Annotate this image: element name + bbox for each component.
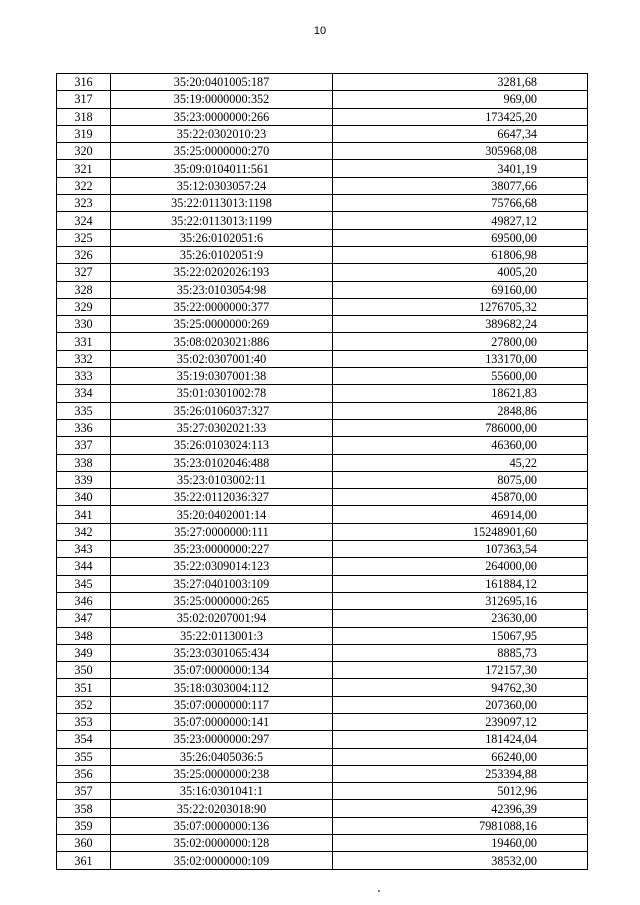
table-row — [57, 160, 588, 177]
row-number-cell: 348 — [57, 627, 111, 644]
value-cell: 107363,54 — [333, 541, 588, 558]
cadastral-number-cell: 35:02:0000000:128 — [111, 835, 333, 852]
table-row — [57, 316, 588, 333]
table-row — [57, 523, 588, 540]
row-number-cell: 326 — [57, 246, 111, 263]
cadastral-number-cell: 35:22:0112036:327 — [111, 489, 333, 506]
cadastral-number-cell: 35:22:0309014:123 — [111, 558, 333, 575]
cadastral-number-cell: 35:18:0303004:112 — [111, 679, 333, 696]
value-cell: 69160,00 — [333, 281, 588, 298]
value-cell: 207360,00 — [333, 696, 588, 713]
table-row — [57, 368, 588, 385]
table-row — [57, 108, 588, 125]
cadastral-value-table — [56, 73, 588, 870]
table-body — [57, 74, 588, 870]
table-row — [57, 298, 588, 315]
table-row — [57, 91, 588, 108]
table-row — [57, 212, 588, 229]
row-number-cell: 349 — [57, 644, 111, 661]
cadastral-number-cell: 35:20:0401005:187 — [111, 74, 333, 91]
cadastral-number-cell: 35:22:0202026:193 — [111, 264, 333, 281]
value-cell: 42396,39 — [333, 800, 588, 817]
cadastral-number-cell: 35:27:0302021:33 — [111, 419, 333, 436]
row-number-cell: 355 — [57, 748, 111, 765]
row-number-cell: 357 — [57, 783, 111, 800]
row-number-cell: 318 — [57, 108, 111, 125]
row-number-cell: 330 — [57, 316, 111, 333]
value-cell: 18621,83 — [333, 385, 588, 402]
cadastral-number-cell: 35:23:0103002:11 — [111, 471, 333, 488]
table-row — [57, 264, 588, 281]
value-cell: 4005,20 — [333, 264, 588, 281]
cadastral-number-cell: 35:19:0307001:38 — [111, 368, 333, 385]
cadastral-number-cell: 35:26:0102051:9 — [111, 246, 333, 263]
table-row — [57, 679, 588, 696]
row-number-cell: 319 — [57, 125, 111, 142]
table-row — [57, 281, 588, 298]
table-row — [57, 610, 588, 627]
value-cell: 2848,86 — [333, 402, 588, 419]
value-cell: 7981088,16 — [333, 817, 588, 834]
table-row — [57, 454, 588, 471]
row-number-cell: 339 — [57, 471, 111, 488]
cadastral-number-cell: 35:02:0307001:40 — [111, 350, 333, 367]
cadastral-number-cell: 35:09:0104011:561 — [111, 160, 333, 177]
row-number-cell: 360 — [57, 835, 111, 852]
value-cell: 75766,68 — [333, 195, 588, 212]
row-number-cell: 345 — [57, 575, 111, 592]
cadastral-number-cell: 35:08:0203021:886 — [111, 333, 333, 350]
table-row — [57, 852, 588, 869]
row-number-cell: 354 — [57, 731, 111, 748]
row-number-cell: 352 — [57, 696, 111, 713]
cadastral-number-cell: 35:25:0000000:269 — [111, 316, 333, 333]
row-number-cell: 350 — [57, 662, 111, 679]
row-number-cell: 343 — [57, 541, 111, 558]
cadastral-number-cell: 35:23:0000000:227 — [111, 541, 333, 558]
value-cell: 23630,00 — [333, 610, 588, 627]
value-cell: 264000,00 — [333, 558, 588, 575]
value-cell: 173425,20 — [333, 108, 588, 125]
table-row — [57, 125, 588, 142]
row-number-cell: 351 — [57, 679, 111, 696]
table-row — [57, 333, 588, 350]
value-cell: 69500,00 — [333, 229, 588, 246]
value-cell: 15248901,60 — [333, 523, 588, 540]
cadastral-number-cell: 35:25:0000000:238 — [111, 765, 333, 782]
row-number-cell: 321 — [57, 160, 111, 177]
table-row — [57, 489, 588, 506]
row-number-cell: 340 — [57, 489, 111, 506]
table-row — [57, 143, 588, 160]
value-cell: 6647,34 — [333, 125, 588, 142]
cadastral-number-cell: 35:25:0000000:265 — [111, 592, 333, 609]
row-number-cell: 336 — [57, 419, 111, 436]
value-cell: 46360,00 — [333, 437, 588, 454]
value-cell: 5012,96 — [333, 783, 588, 800]
cadastral-number-cell: 35:23:0000000:297 — [111, 731, 333, 748]
cadastral-number-cell: 35:26:0106037:327 — [111, 402, 333, 419]
value-cell: 19460,00 — [333, 835, 588, 852]
cadastral-number-cell: 35:22:0203018:90 — [111, 800, 333, 817]
value-cell: 38077,66 — [333, 177, 588, 194]
cadastral-number-cell: 35:22:0302010:23 — [111, 125, 333, 142]
table-row — [57, 229, 588, 246]
cadastral-number-cell: 35:22:0113013:1199 — [111, 212, 333, 229]
table-row — [57, 385, 588, 402]
cadastral-number-cell: 35:27:0000000:111 — [111, 523, 333, 540]
row-number-cell: 341 — [57, 506, 111, 523]
cadastral-number-cell: 35:12:0303057:24 — [111, 177, 333, 194]
cadastral-number-cell: 35:19:0000000:352 — [111, 91, 333, 108]
row-number-cell: 344 — [57, 558, 111, 575]
table-row — [57, 350, 588, 367]
table-row — [57, 696, 588, 713]
table-row — [57, 437, 588, 454]
cadastral-number-cell: 35:07:0000000:141 — [111, 713, 333, 730]
value-cell: 49827,12 — [333, 212, 588, 229]
value-cell: 55600,00 — [333, 368, 588, 385]
table-row — [57, 662, 588, 679]
cadastral-number-cell: 35:22:0113001:3 — [111, 627, 333, 644]
row-number-cell: 361 — [57, 852, 111, 869]
row-number-cell: 334 — [57, 385, 111, 402]
value-cell: 45,22 — [333, 454, 588, 471]
row-number-cell: 338 — [57, 454, 111, 471]
row-number-cell: 328 — [57, 281, 111, 298]
value-cell: 46914,00 — [333, 506, 588, 523]
cadastral-number-cell: 35:07:0000000:136 — [111, 817, 333, 834]
cadastral-number-cell: 35:25:0000000:270 — [111, 143, 333, 160]
row-number-cell: 347 — [57, 610, 111, 627]
cadastral-number-cell: 35:23:0000000:266 — [111, 108, 333, 125]
value-cell: 389682,24 — [333, 316, 588, 333]
table-row — [57, 246, 588, 263]
table-row — [57, 731, 588, 748]
table-row — [57, 558, 588, 575]
value-cell: 45870,00 — [333, 489, 588, 506]
cadastral-number-cell: 35:26:0103024:113 — [111, 437, 333, 454]
value-cell: 66240,00 — [333, 748, 588, 765]
cadastral-number-cell: 35:02:0207001:94 — [111, 610, 333, 627]
table-row — [57, 575, 588, 592]
value-cell: 3401,19 — [333, 160, 588, 177]
table-row — [57, 835, 588, 852]
cadastral-number-cell: 35:07:0000000:134 — [111, 662, 333, 679]
value-cell: 38532,00 — [333, 852, 588, 869]
value-cell: 1276705,32 — [333, 298, 588, 315]
cadastral-number-cell: 35:23:0103054:98 — [111, 281, 333, 298]
value-cell: 786000,00 — [333, 419, 588, 436]
row-number-cell: 327 — [57, 264, 111, 281]
row-number-cell: 332 — [57, 350, 111, 367]
row-number-cell: 323 — [57, 195, 111, 212]
cadastral-number-cell: 35:20:0402001:14 — [111, 506, 333, 523]
value-cell: 312695,16 — [333, 592, 588, 609]
table-row — [57, 177, 588, 194]
table-row — [57, 74, 588, 91]
cadastral-number-cell: 35:26:0405036:5 — [111, 748, 333, 765]
row-number-cell: 325 — [57, 229, 111, 246]
table-row — [57, 471, 588, 488]
row-number-cell: 331 — [57, 333, 111, 350]
table-row — [57, 195, 588, 212]
table-row — [57, 783, 588, 800]
cadastral-number-cell: 35:23:0301065:434 — [111, 644, 333, 661]
row-number-cell: 353 — [57, 713, 111, 730]
value-cell: 61806,98 — [333, 246, 588, 263]
value-cell: 969,00 — [333, 91, 588, 108]
row-number-cell: 342 — [57, 523, 111, 540]
value-cell: 161884,12 — [333, 575, 588, 592]
page-number: 10 — [313, 25, 327, 37]
value-cell: 15067,95 — [333, 627, 588, 644]
table-row — [57, 402, 588, 419]
table-row — [57, 541, 588, 558]
cadastral-number-cell: 35:27:0401003:109 — [111, 575, 333, 592]
row-number-cell: 337 — [57, 437, 111, 454]
value-cell: 27800,00 — [333, 333, 588, 350]
value-cell: 8075,00 — [333, 471, 588, 488]
row-number-cell: 317 — [57, 91, 111, 108]
row-number-cell: 356 — [57, 765, 111, 782]
cadastral-number-cell: 35:26:0102051:6 — [111, 229, 333, 246]
cadastral-number-cell: 35:07:0000000:117 — [111, 696, 333, 713]
table-row — [57, 592, 588, 609]
row-number-cell: 322 — [57, 177, 111, 194]
value-cell: 253394,88 — [333, 765, 588, 782]
table-row — [57, 419, 588, 436]
table-row — [57, 644, 588, 661]
table-row — [57, 817, 588, 834]
table-row — [57, 713, 588, 730]
value-cell: 239097,12 — [333, 713, 588, 730]
cadastral-number-cell: 35:02:0000000:109 — [111, 852, 333, 869]
value-cell: 94762,30 — [333, 679, 588, 696]
row-number-cell: 320 — [57, 143, 111, 160]
row-number-cell: 335 — [57, 402, 111, 419]
cadastral-number-cell: 35:16:0301041:1 — [111, 783, 333, 800]
cadastral-number-cell: 35:01:0301002:78 — [111, 385, 333, 402]
cadastral-number-cell: 35:22:0113013:1198 — [111, 195, 333, 212]
cadastral-number-cell: 35:23:0102046:488 — [111, 454, 333, 471]
row-number-cell: 316 — [57, 74, 111, 91]
row-number-cell: 324 — [57, 212, 111, 229]
value-cell: 305968,08 — [333, 143, 588, 160]
row-number-cell: 346 — [57, 592, 111, 609]
scan-speck — [378, 890, 380, 892]
value-cell: 181424,04 — [333, 731, 588, 748]
table-row — [57, 627, 588, 644]
value-cell: 172157,30 — [333, 662, 588, 679]
value-cell: 133170,00 — [333, 350, 588, 367]
row-number-cell: 333 — [57, 368, 111, 385]
table-row — [57, 506, 588, 523]
cadastral-number-cell: 35:22:0000000:377 — [111, 298, 333, 315]
table-row — [57, 765, 588, 782]
table-row — [57, 748, 588, 765]
row-number-cell: 329 — [57, 298, 111, 315]
value-cell: 3281,68 — [333, 74, 588, 91]
row-number-cell: 358 — [57, 800, 111, 817]
value-cell: 8885,73 — [333, 644, 588, 661]
table-row — [57, 800, 588, 817]
row-number-cell: 359 — [57, 817, 111, 834]
